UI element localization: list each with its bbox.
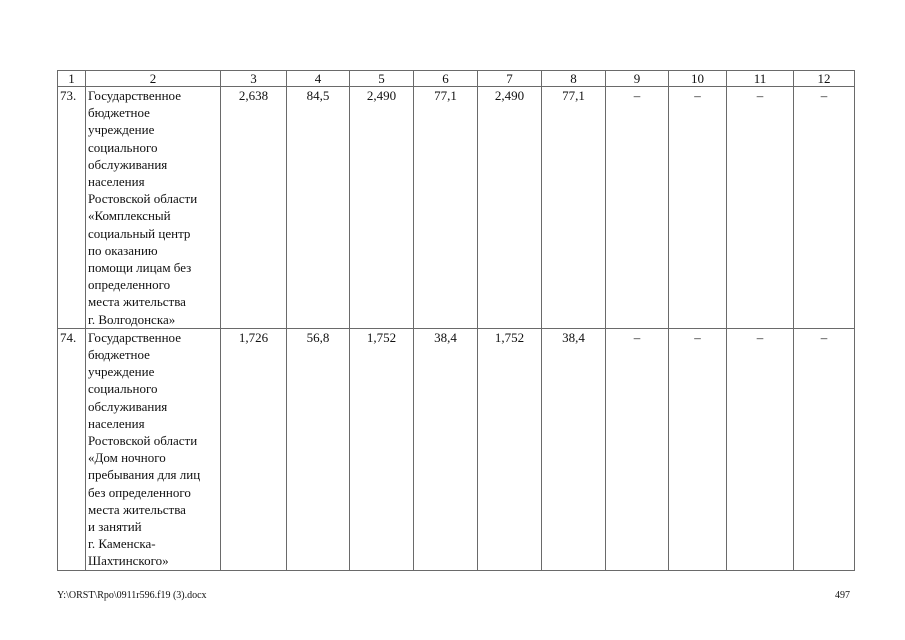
institution-name-line: обслуживания — [88, 156, 168, 172]
row-number: 73. — [58, 87, 86, 329]
table-row — [58, 328, 855, 570]
column-header-7: 7 — [478, 71, 542, 87]
institution-name-line: социальный центр — [88, 225, 191, 241]
document-table-container — [57, 70, 834, 571]
value-cell-col5: 2,490 — [350, 87, 414, 329]
value-cell-col4: 84,5 — [287, 87, 350, 329]
footer-file-path: Y:\ORST\Rpo\0911r596.f19 (3).docx — [57, 590, 207, 601]
column-header-4: 4 — [287, 71, 350, 87]
column-header-9: 9 — [606, 71, 669, 87]
value-cell-col3: 2,638 — [221, 87, 287, 329]
institution-name-line: без определенного — [88, 484, 191, 500]
institution-name-line: Государственное — [88, 329, 181, 345]
institution-name-line: места жительства — [88, 501, 186, 517]
institution-name-line: учреждение — [88, 122, 155, 138]
institution-name-line: Шахтинского» — [88, 553, 169, 569]
value-cell-col8: 77,1 — [542, 87, 606, 329]
value-cell-col6: 77,1 — [414, 87, 478, 329]
institution-name-line: «Комплексный — [88, 208, 171, 224]
institution-name-line: населения — [88, 174, 145, 190]
column-header-11: 11 — [727, 71, 794, 87]
institution-name-cell — [86, 87, 221, 329]
value-cell-col12: – — [794, 328, 855, 570]
institution-name-line: помощи лицам без — [88, 260, 192, 276]
institution-name-line: обслуживания — [88, 398, 168, 414]
value-cell-col8: 38,4 — [542, 328, 606, 570]
institution-name-line: Ростовской области — [88, 433, 198, 449]
value-cell-col5: 1,752 — [350, 328, 414, 570]
institution-name-line: социального — [88, 381, 158, 397]
institution-name-line: места жительства — [88, 294, 186, 310]
institution-name-line: «Дом ночного — [88, 450, 166, 466]
row-number: 74. — [58, 328, 86, 570]
value-cell-col4: 56,8 — [287, 328, 350, 570]
column-header-1: 1 — [58, 71, 86, 87]
value-cell-col9: – — [606, 87, 669, 329]
value-cell-col3: 1,726 — [221, 328, 287, 570]
value-cell-col10: – — [669, 87, 727, 329]
institution-name-cell — [86, 328, 221, 570]
value-cell-col11: – — [727, 87, 794, 329]
column-header-12: 12 — [794, 71, 855, 87]
value-cell-col7: 2,490 — [478, 87, 542, 329]
institution-name-line: г. Каменска- — [88, 536, 156, 552]
institution-name-line: социального — [88, 139, 158, 155]
institution-name-line: пребывания для лиц — [88, 467, 201, 483]
header-row — [58, 71, 855, 87]
value-cell-col9: – — [606, 328, 669, 570]
column-header-2: 2 — [86, 71, 221, 87]
data-table — [57, 70, 855, 571]
value-cell-col10: – — [669, 328, 727, 570]
institution-name-line: и занятий — [88, 519, 142, 535]
value-cell-col7: 1,752 — [478, 328, 542, 570]
column-header-8: 8 — [542, 71, 606, 87]
value-cell-col6: 38,4 — [414, 328, 478, 570]
column-header-10: 10 — [669, 71, 727, 87]
page-number: 497 — [835, 590, 850, 601]
table-row — [58, 87, 855, 329]
institution-name-line: Ростовской области — [88, 191, 198, 207]
column-header-3: 3 — [221, 71, 287, 87]
value-cell-col12: – — [794, 87, 855, 329]
institution-name-line: бюджетное — [88, 105, 150, 121]
column-header-5: 5 — [350, 71, 414, 87]
institution-name-line: г. Волгодонска» — [88, 311, 176, 327]
institution-name-line: бюджетное — [88, 347, 150, 363]
institution-name-line: Государственное — [88, 88, 181, 103]
column-header-6: 6 — [414, 71, 478, 87]
institution-name-line: учреждение — [88, 364, 155, 380]
value-cell-col11: – — [727, 328, 794, 570]
institution-name-line: по оказанию — [88, 242, 158, 258]
institution-name-line: определенного — [88, 277, 171, 293]
institution-name-line: населения — [88, 415, 145, 431]
